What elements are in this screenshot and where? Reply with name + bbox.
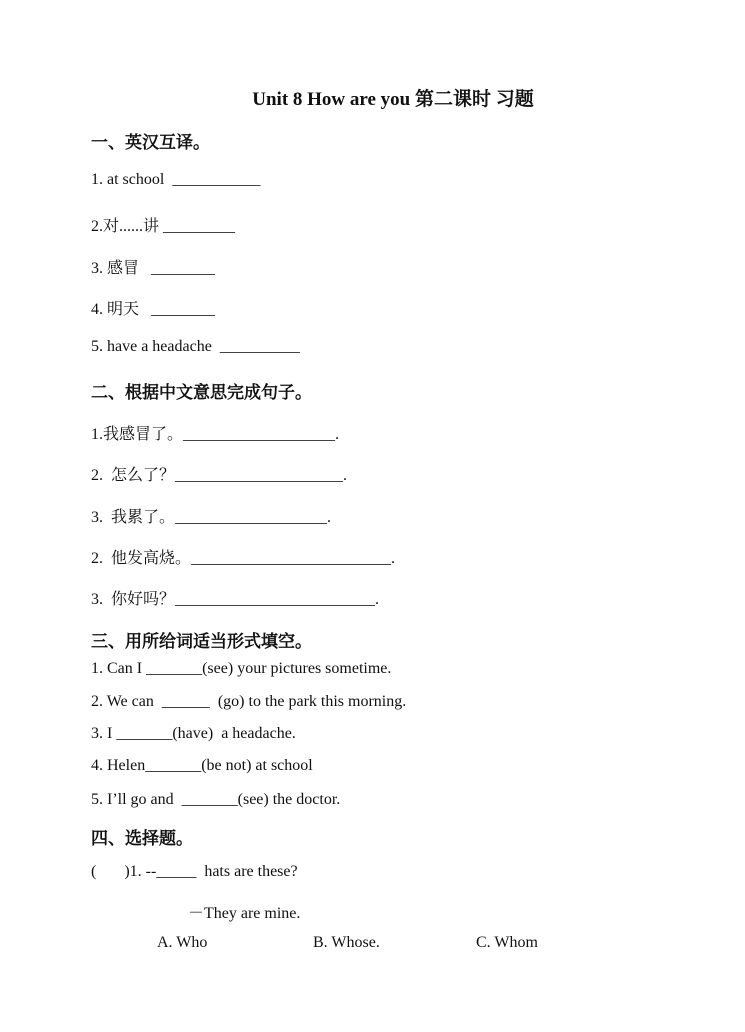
option-b: B. Whose. [313,934,380,951]
section-1-item-1: 1. at school ___________ [91,171,261,188]
section-4-heading: 四、选择题。 [91,829,193,848]
section-3-item-3: 3. I _______(have) a headache. [91,725,296,742]
option-c: C. Whom [476,934,538,951]
section-2-item-5: 3. 你好吗？_________________________. [91,591,380,608]
section-2-item-3: 3. 我累了。___________________. [91,509,332,526]
question-1-answer-line: －They are mine. [188,905,301,922]
section-2-item-4: 2. 他发高烧。_________________________. [91,550,396,567]
question-1: ( )1. --_____ hats are these? [91,863,298,880]
option-a: A. Who [157,934,208,951]
page-title: Unit 8 How are you 第二课时 习题 [252,89,534,110]
section-2-item-2: 2. 怎么了？_____________________. [91,467,348,484]
section-3-heading: 三、用所给词适当形式填空。 [91,632,312,651]
section-1-item-2: 2.对......讲 _________ [91,218,236,235]
section-1-item-4: 4. 明天 ________ [91,301,216,318]
section-1-item-5: 5. have a headache __________ [91,338,300,355]
section-3-item-2: 2. We can ______ (go) to the park this morning. [91,693,407,710]
section-2-item-1: 1.我感冒了。___________________. [91,426,340,443]
section-1-item-3: 3. 感冒 ________ [91,260,216,277]
section-2-heading: 二、根据中文意思完成句子。 [91,383,312,402]
section-1-heading: 一、英汉互译。 [91,133,210,152]
section-3-item-4: 4. Helen_______(be not) at school [91,757,313,774]
section-3-item-1: 1. Can I _______(see) your pictures sometime. [91,660,392,677]
section-3-item-5: 5. I’ll go and _______(see) the doctor. [91,791,341,808]
